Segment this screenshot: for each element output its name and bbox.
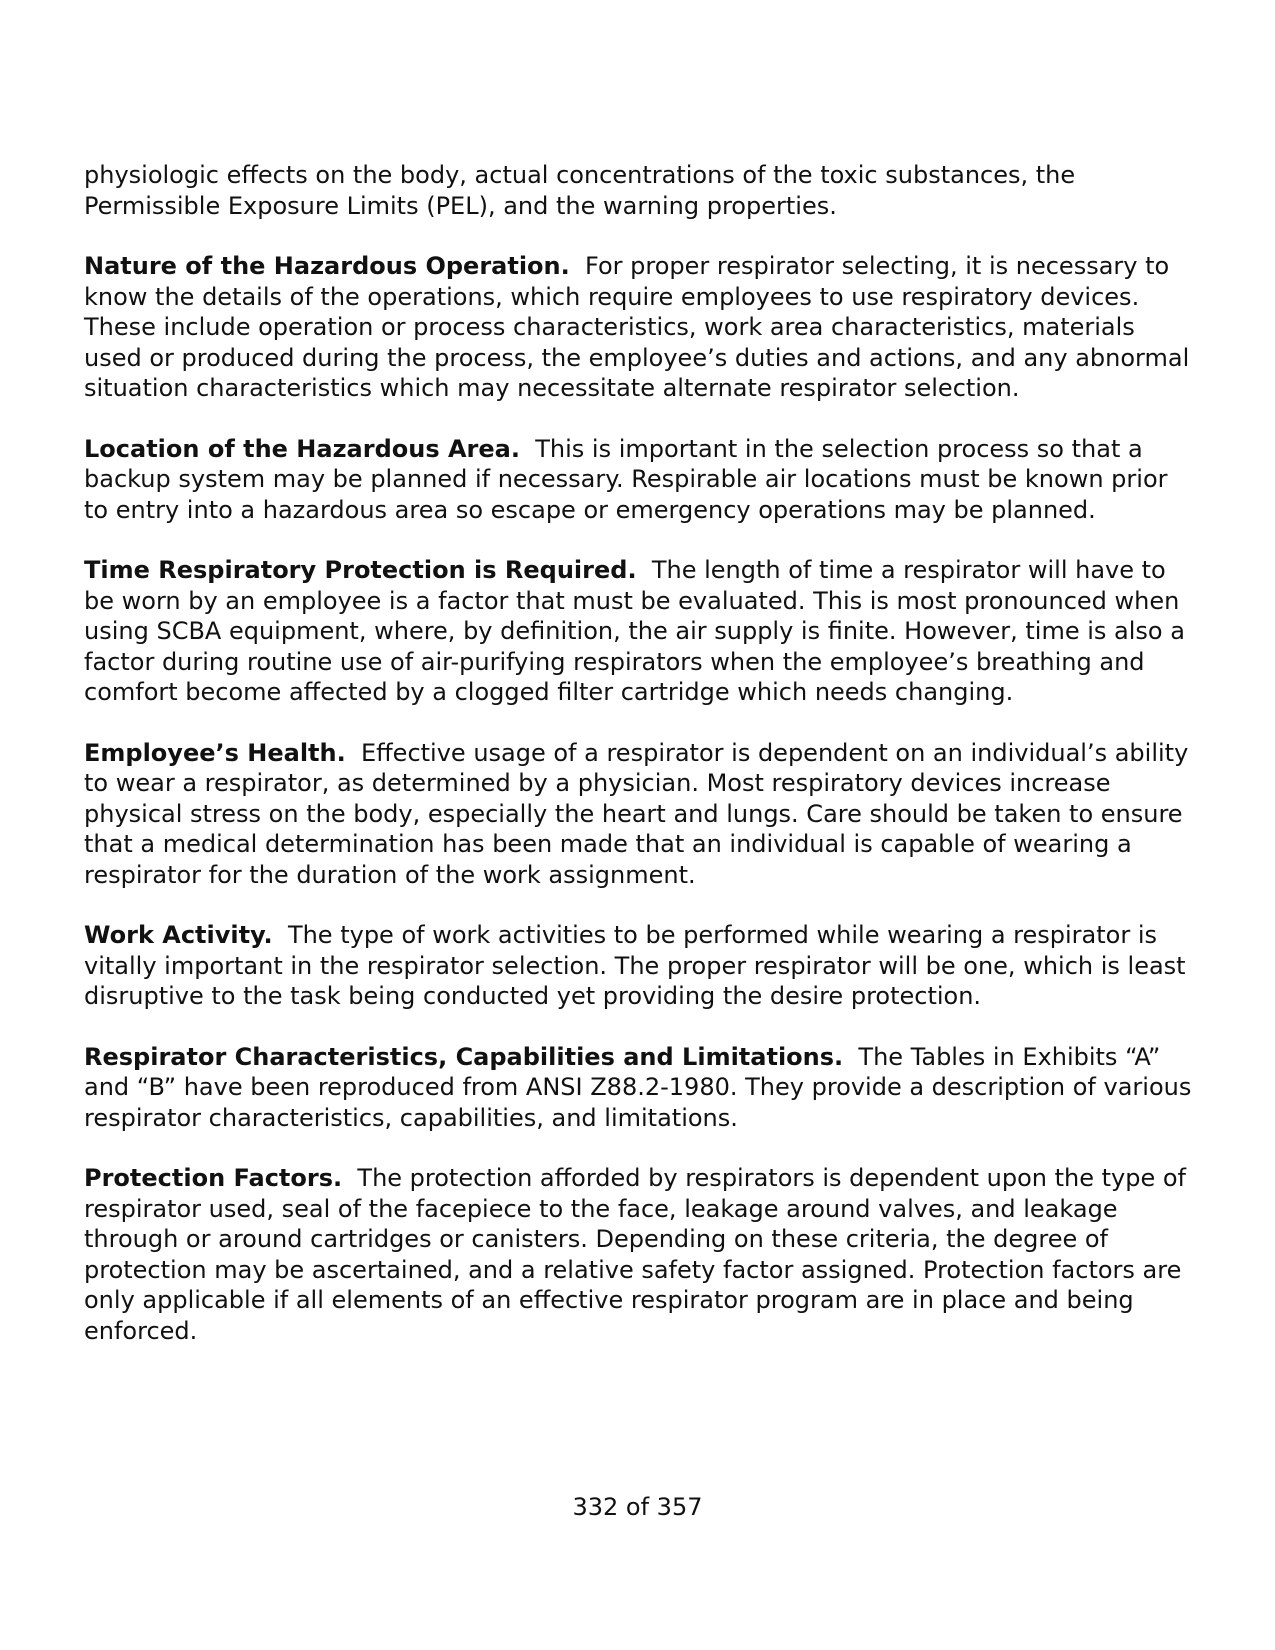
section-heading: Nature of the Hazardous Operation. [84, 252, 570, 280]
section-heading: Employee’s Health. [84, 738, 346, 767]
section-heading: Work Activity. [84, 921, 273, 949]
document-body [84, 160, 1196, 1376]
section-heading: Respirator Characteristics, Capabilities and Limitations. [84, 1042, 844, 1071]
section-body: The length of time a respirator will have to be worn by an employee is a factor that must be evaluated. This is most pronounced when using SCBA equipment, where, by definition, the air supply is finite. However, time is also a factor during routine use of air-purifying respirators when the employee’s breathing and comfort become affected by a clogged filter cartridge which needs changing. [84, 556, 1185, 706]
paragraph-protection-factors [84, 1163, 1196, 1346]
paragraph-work-activity [84, 920, 1196, 1012]
paragraph-nature-of-operation [84, 251, 1196, 404]
paragraph-employee-health [84, 738, 1196, 891]
paragraph-location-of-area [84, 434, 1196, 526]
paragraph-time-protection-required [84, 555, 1196, 708]
intro-paragraph: physiologic effects on the body, actual concentrations of the toxic substances, the Permissible Exposure Limits (PEL), and the warning properties. [84, 161, 1076, 220]
section-body: This is important in the selection process so that a backup system may be planned if necessary. Respirable air locations must be known prior to entry into a hazardous area so escape or emergency operations may be planned. [84, 434, 1168, 524]
section-heading: Time Respiratory Protection is Required. [84, 556, 637, 584]
section-heading: Protection Factors. [84, 1164, 343, 1192]
section-body: Effective usage of a respirator is dependent on an individual’s ability to wear a respirator, as determined by a physician. Most respiratory devices increase physical stress on the body, especially the heart and lungs. Care should be taken to ensure that a medical determination has been made that an individual is capable of wearing a respirator for the duration of the work assignment. [84, 738, 1189, 889]
section-body: The type of work activities to be performed while wearing a respirator is vitally important in the respirator selection. The proper respirator will be one, which is least disruptive to the task being conducted yet providing the desire protection. [84, 921, 1186, 1010]
section-body: The protection afforded by respirators is dependent upon the type of respirator used, seal of the facepiece to the face, leakage around valves, and leakage through or around cartridges or canisters. Depending on these criteria, the degree of protection may be ascertained, and a relative safety factor assigned. Protection factors are only applicable if all elements of an effective respirator program are in place and being enforced. [84, 1164, 1187, 1345]
section-body: The Tables in Exhibits “A” and “B” have been reproduced from ANSI Z88.2-1980. They provide a description of various respirator characteristics, capabilities, and limitations. [84, 1042, 1192, 1132]
section-body: For proper respirator selecting, it is necessary to know the details of the operations, which require employees to use respiratory devices. These include operation or process characteristics, work area characteristics, materials used or produced during the process, the employee’s duties and actions, and any abnormal situation characteristics which may necessitate alternate respirator selection. [84, 252, 1190, 402]
section-heading: Location of the Hazardous Area. [84, 434, 520, 463]
page-number: 332 of 357 [572, 1493, 703, 1521]
paragraph-respirator-characteristics [84, 1042, 1196, 1134]
